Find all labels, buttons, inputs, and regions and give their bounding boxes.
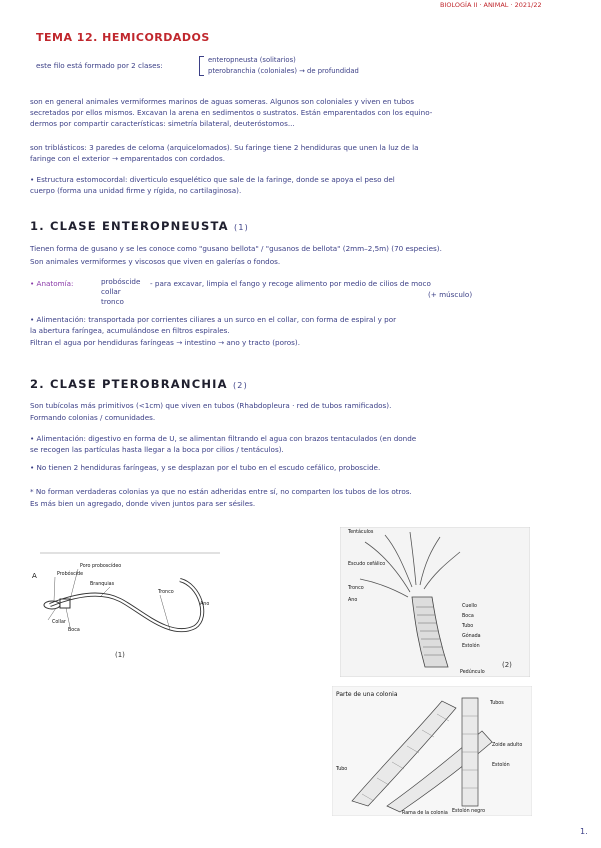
svg-text:Tubos: Tubos bbox=[490, 701, 504, 706]
svg-text:Branquias: Branquias bbox=[90, 582, 115, 587]
svg-text:Tentáculos: Tentáculos bbox=[348, 530, 374, 535]
anatomy-item: collar bbox=[101, 287, 121, 296]
paragraph-line: secretados por ellos mismos. Excavan la arena en sedimentos o sustratos. Están emparentados con los equino- bbox=[30, 108, 433, 117]
anatomy-item: probóscide bbox=[101, 277, 141, 286]
svg-text:Ano: Ano bbox=[348, 598, 358, 603]
anatomy-label: • Anatomía: bbox=[30, 279, 74, 288]
svg-text:Estolón negro: Estolón negro bbox=[452, 809, 486, 814]
svg-text:Escudo cefálico: Escudo cefálico bbox=[348, 562, 386, 567]
section-title-pterobranchia: 2. CLASE PTEROBRANCHIA (2) bbox=[30, 377, 248, 391]
feeding-line: • Alimentación: digestivo en forma de U, se alimentan filtrando el agua con brazos tentaculados (en donde bbox=[30, 434, 417, 443]
brace bbox=[199, 56, 204, 76]
svg-text:(2): (2) bbox=[502, 661, 512, 669]
svg-text:Estolón: Estolón bbox=[492, 763, 510, 768]
figure-enteropneust bbox=[30, 545, 230, 670]
feeding-line: la abertura faríngea, acumulándose en filtros espirales. bbox=[30, 326, 230, 335]
section-line: Tienen forma de gusano y se les conoce como "gusano bellota" / "gusanos de bellota" (2mm–2,5m) (70 especies). bbox=[30, 244, 442, 253]
section-line: Formando colonias / comunidades. bbox=[30, 413, 156, 422]
svg-text:Cuello: Cuello bbox=[462, 604, 477, 609]
svg-text:Zoide adulto: Zoide adulto bbox=[492, 743, 523, 748]
svg-text:Poro proboscídeo: Poro proboscídeo bbox=[80, 564, 122, 569]
svg-text:(1): (1) bbox=[115, 651, 125, 659]
anatomy-note-2: (+ músculo) bbox=[428, 290, 473, 299]
feeding-line: Filtran el agua por hendiduras faríngeas → intestino → ano y tracto (poros). bbox=[30, 338, 301, 347]
intro-class-a: enteropneusta (solitarios) bbox=[208, 56, 296, 64]
figure-pterobranch bbox=[340, 527, 530, 677]
svg-text:Boca: Boca bbox=[462, 614, 474, 619]
svg-text:Rama de la colonia: Rama de la colonia bbox=[402, 811, 448, 816]
anatomy-item: tronco bbox=[101, 297, 124, 306]
header-note: BIOLOGÍA II · ANIMAL · 2021/22 bbox=[440, 1, 542, 9]
paragraph-line: son en general animales vermiformes marinos de aguas someras. Algunos son coloniales y viven en tubos bbox=[30, 97, 414, 106]
svg-text:Collar: Collar bbox=[52, 620, 66, 625]
svg-text:Parte de una colonia: Parte de una colonia bbox=[336, 691, 398, 698]
svg-text:Gónada: Gónada bbox=[462, 634, 481, 639]
anatomy-note: - para excavar, limpia el fango y recoge alimento por medio de cilios de moco bbox=[150, 279, 431, 288]
svg-text:Pedúnculo: Pedúnculo bbox=[460, 670, 485, 675]
svg-text:Boca: Boca bbox=[68, 628, 80, 633]
page-number: 1. bbox=[580, 827, 588, 836]
svg-text:Ano: Ano bbox=[200, 602, 210, 607]
paragraph-line: dermos por compartir características: simetría bilateral, deuteróstomos... bbox=[30, 119, 295, 128]
paragraph-line: • Estructura estomocordal: diverticulo esquelético que sale de la faringe, donde se apoya el peso del bbox=[30, 175, 395, 184]
feeding-line: se recogen las partículas hasta llegar a la boca por cilios / tentáculos). bbox=[30, 445, 284, 454]
intro-line: este filo está formado por 2 clases: bbox=[36, 61, 163, 70]
paragraph-line: son triblásticos: 3 paredes de celoma (arquicelomados). Su faringe tiene 2 hendiduras que unen la luz de la bbox=[30, 143, 419, 152]
paragraph-line: faringe con el exterior → emparentados con cordados. bbox=[30, 154, 225, 163]
paragraph-line: cuerpo (forma una unidad firme y rígida, no cartilaginosa). bbox=[30, 186, 242, 195]
section-line: Son tubícolas más primitivos (<1cm) que viven en tubos (Rhabdopleura · red de tubos ramificados). bbox=[30, 401, 392, 410]
figure-colony bbox=[332, 686, 532, 816]
svg-text:Tubo: Tubo bbox=[336, 767, 348, 772]
section-title-enteropneusta: 1. CLASE ENTEROPNEUSTA (1) bbox=[30, 219, 249, 233]
feeding-line: • Alimentación: transportada por corrientes ciliares a un surco en el collar, con forma de espiral y por bbox=[30, 315, 397, 324]
figure-marker: A bbox=[32, 572, 37, 580]
feeding-line: • No tienen 2 hendiduras faríngeas, y se desplazan por el tubo en el escudo cefálico, proboscide. bbox=[30, 463, 381, 472]
svg-text:Probóscide: Probóscide bbox=[57, 572, 84, 577]
svg-text:Tronco: Tronco bbox=[158, 590, 174, 595]
page-title: TEMA 12. HEMICORDADOS bbox=[36, 31, 210, 44]
svg-text:Estolón: Estolón bbox=[462, 644, 480, 649]
note-line: Es más bien un agregado, donde viven juntos para ser sésiles. bbox=[30, 499, 256, 508]
section-line: Son animales vermiformes y viscosos que viven en galerías o fondos. bbox=[30, 257, 281, 266]
intro-class-b: pterobranchia (coloniales) → de profundidad bbox=[208, 67, 359, 75]
svg-text:Tubo: Tubo bbox=[462, 624, 474, 629]
svg-text:Tronco: Tronco bbox=[348, 586, 364, 591]
note-line: * No forman verdaderas colonias ya que no están adheridas entre sí, no comparten los tubos de los otros. bbox=[30, 487, 412, 496]
